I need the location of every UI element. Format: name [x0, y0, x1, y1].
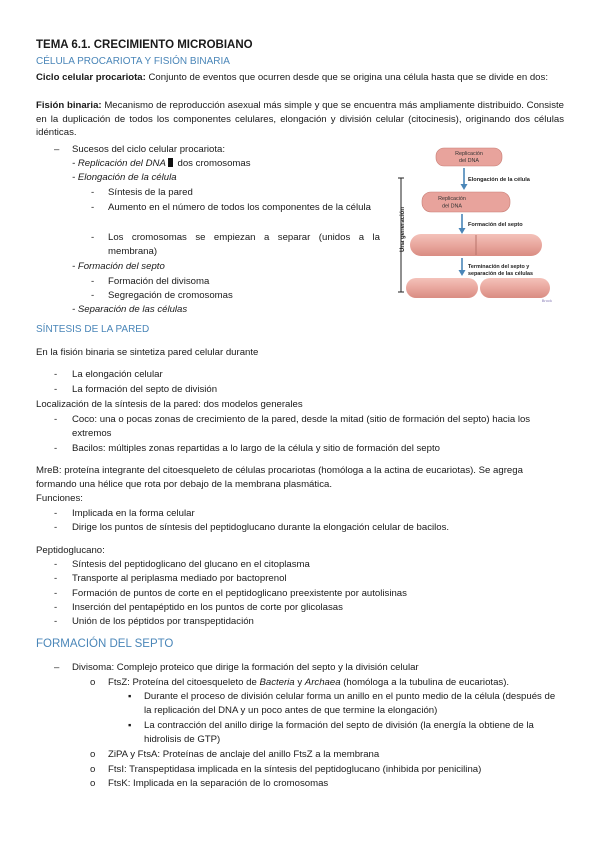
label-terminacion-1: Terminación del septo y [468, 264, 530, 270]
fision-paragraph [36, 99, 564, 140]
section-heading-sintesis: SÍNTESIS DE LA PARED [36, 324, 150, 335]
section-heading-celula: CÉLULA PROCARIOTA Y FISIÓN BINARIA [36, 56, 230, 67]
generation-axis-label [400, 207, 406, 252]
dash-bullet: - [91, 290, 95, 301]
septo-item-2: Segregación de cromosomas [108, 290, 233, 301]
septo-item-1: Formación del divisoma [108, 276, 210, 287]
svg-text:Una generación: Una generación [400, 206, 406, 252]
sucesos-septo: - Formación del septo [72, 261, 165, 272]
dash-bullet: - [54, 369, 58, 380]
dash-bullet: - [54, 616, 58, 627]
sintesis-item-2: La formación del septo de división [72, 384, 218, 395]
sucesos-elongacion: - Elongación de la célula [72, 172, 177, 183]
circle-bullet: o [90, 677, 96, 688]
peptido-item-1: Síntesis del peptidoglicano del glucano en el citoplasma [72, 559, 310, 570]
section-heading-septo: FORMACIÓN DEL SEPTO [36, 638, 174, 650]
ciclo-paragraph [36, 71, 564, 85]
arrow-block-icon [168, 158, 173, 167]
dash-bullet: – [54, 662, 60, 673]
zipa-item: ZiPA y FtsA: Proteínas de anclaje del anillo FtsZ a la membrana [108, 749, 380, 760]
peptidoglucano-label: Peptidoglucano: [36, 545, 105, 556]
sucesos-label: Sucesos del ciclo celular procariota: [72, 144, 226, 155]
dash-bullet: - [91, 187, 95, 198]
ciclo-def: Conjunto de eventos que ocurren desde que se origina una célula hasta que se divide en dos: [145, 72, 548, 83]
circle-bullet: o [90, 749, 96, 760]
ftsz-sub-1: Durante el proceso de división celular forma un anillo en el punto medio de la célula (después de la replicación del DNA y un poco antes de que termine la elongación) [144, 691, 556, 716]
sucesos-replicacion: - Replicación del DNA dos cromosomas [72, 158, 251, 169]
dash-bullet: - [54, 384, 58, 395]
dash-bullet: - [54, 602, 58, 613]
replication-box-2 [422, 192, 510, 212]
funciones-label: Funciones: [36, 493, 83, 504]
fission-diagram [396, 144, 564, 304]
localizacion-label: Localización de la síntesis de la pared: dos modelos generales [36, 399, 303, 410]
dash-bullet: - [54, 573, 58, 584]
down-arrow-icon [459, 270, 466, 276]
circle-bullet: o [90, 778, 96, 789]
fision-term: Fisión binaria: [36, 100, 102, 111]
dash-bullet: – [54, 144, 60, 155]
label-elongacion: Elongación de la célula [468, 177, 530, 183]
daughter-cell-right [480, 278, 550, 298]
figure-credit: Brock [541, 298, 552, 303]
square-bullet: ▪ [128, 691, 132, 702]
daughter-cell-left [406, 278, 478, 298]
box1-line1: Replicación [455, 151, 483, 157]
box2-line2: del DNA [441, 203, 463, 210]
square-bullet: ▪ [128, 720, 132, 731]
down-arrow-icon [461, 184, 468, 190]
dash-bullet: - [54, 414, 58, 425]
label-terminacion-2: separación de las células [468, 271, 534, 277]
dash-bullet: - [54, 588, 58, 599]
dash-bullet: - [54, 508, 58, 519]
mreb-paragraph: MreB: proteína integrante del citoesqueleto de células procariotas (homóloga a la actina de eucariotas). Se agrega formando una hélice que rota por debajo de la membrana plasmática. [36, 465, 523, 490]
elong-item-1: Síntesis de la pared [108, 187, 193, 198]
fision-def: Mecanismo de reproducción asexual más simple y que se encuentra más ampliamente distribuido. Consiste en la duplicación de todos los componentes celulares, elongación y división celular (citocinesis), originando dos células idénticas. [36, 100, 564, 139]
dash-bullet: - [91, 232, 95, 243]
funciones-item-1: Implicada en la forma celular [72, 508, 195, 519]
ftsi-item: FtsI: Transpeptidasa implicada en la síntesis del peptidoglucano (inhibida por penicilina) [108, 764, 482, 775]
sintesis-item-1: La elongación celular [72, 369, 163, 380]
bacilos-item: Bacilos: múltiples zonas repartidas a lo largo de la célula y sitio de formación del septo [72, 443, 440, 454]
circle-bullet: o [90, 764, 96, 775]
sintesis-intro: En la fisión binaria se sintetiza pared celular durante [36, 347, 259, 358]
ciclo-term: Ciclo celular procariota: [36, 72, 146, 83]
down-arrow-icon [459, 228, 466, 234]
box1-line2: del DNA [458, 158, 480, 164]
dash-bullet: - [54, 522, 58, 533]
dash-bullet: - [91, 202, 95, 213]
label-septo: Formación del septo [468, 222, 523, 228]
divisoma-item: Divisoma: Complejo proteico que dirige la formación del septo y la división celular [72, 662, 419, 673]
ftsz-item: FtsZ: Proteína del citoesqueleto de Bacteria y Archaea (homóloga a la tubulina de eucariotas). [108, 677, 510, 688]
peptido-item-2: Transporte al periplasma mediado por bactoprenol [72, 573, 287, 584]
peptido-item-3: Formación de puntos de corte en el peptidoglicano preexistente por autolisinas [72, 588, 407, 599]
dash-bullet: - [91, 276, 95, 287]
dash-bullet: - [54, 559, 58, 570]
box2-line1: Replicación [438, 196, 466, 202]
page-title: TEMA 6.1. CRECIMIENTO MICROBIANO [36, 39, 253, 51]
coco-item: Coco: una o pocas zonas de crecimiento de la pared, desde la mitad (sitio de formación del septo) hacia los extremos [72, 414, 531, 439]
ftsk-item: FtsK: Implicada en la separación de lo cromosomas [108, 778, 329, 789]
elong-item-2: Aumento en el número de todos los componentes de la célula [108, 202, 371, 213]
peptido-item-4: Inserción del pentapéptido en los puntos de corte por glicolasas [72, 602, 343, 613]
funciones-item-2: Dirige los puntos de síntesis del peptidoglucano durante la elongación celular de bacilos. [72, 522, 450, 533]
peptido-item-5: Unión de los péptidos por transpeptidación [72, 616, 254, 627]
ftsz-sub-2: La contracción del anillo dirige la formación del septo de división (la energía la obtiene de la hidrolisis de GTP) [144, 720, 534, 745]
sucesos-separacion: - Separación de las células [72, 304, 188, 315]
elong-item-3: Los cromosomas se empiezan a separar (unidos a la membrana) [108, 232, 380, 257]
dash-bullet: - [54, 443, 58, 454]
